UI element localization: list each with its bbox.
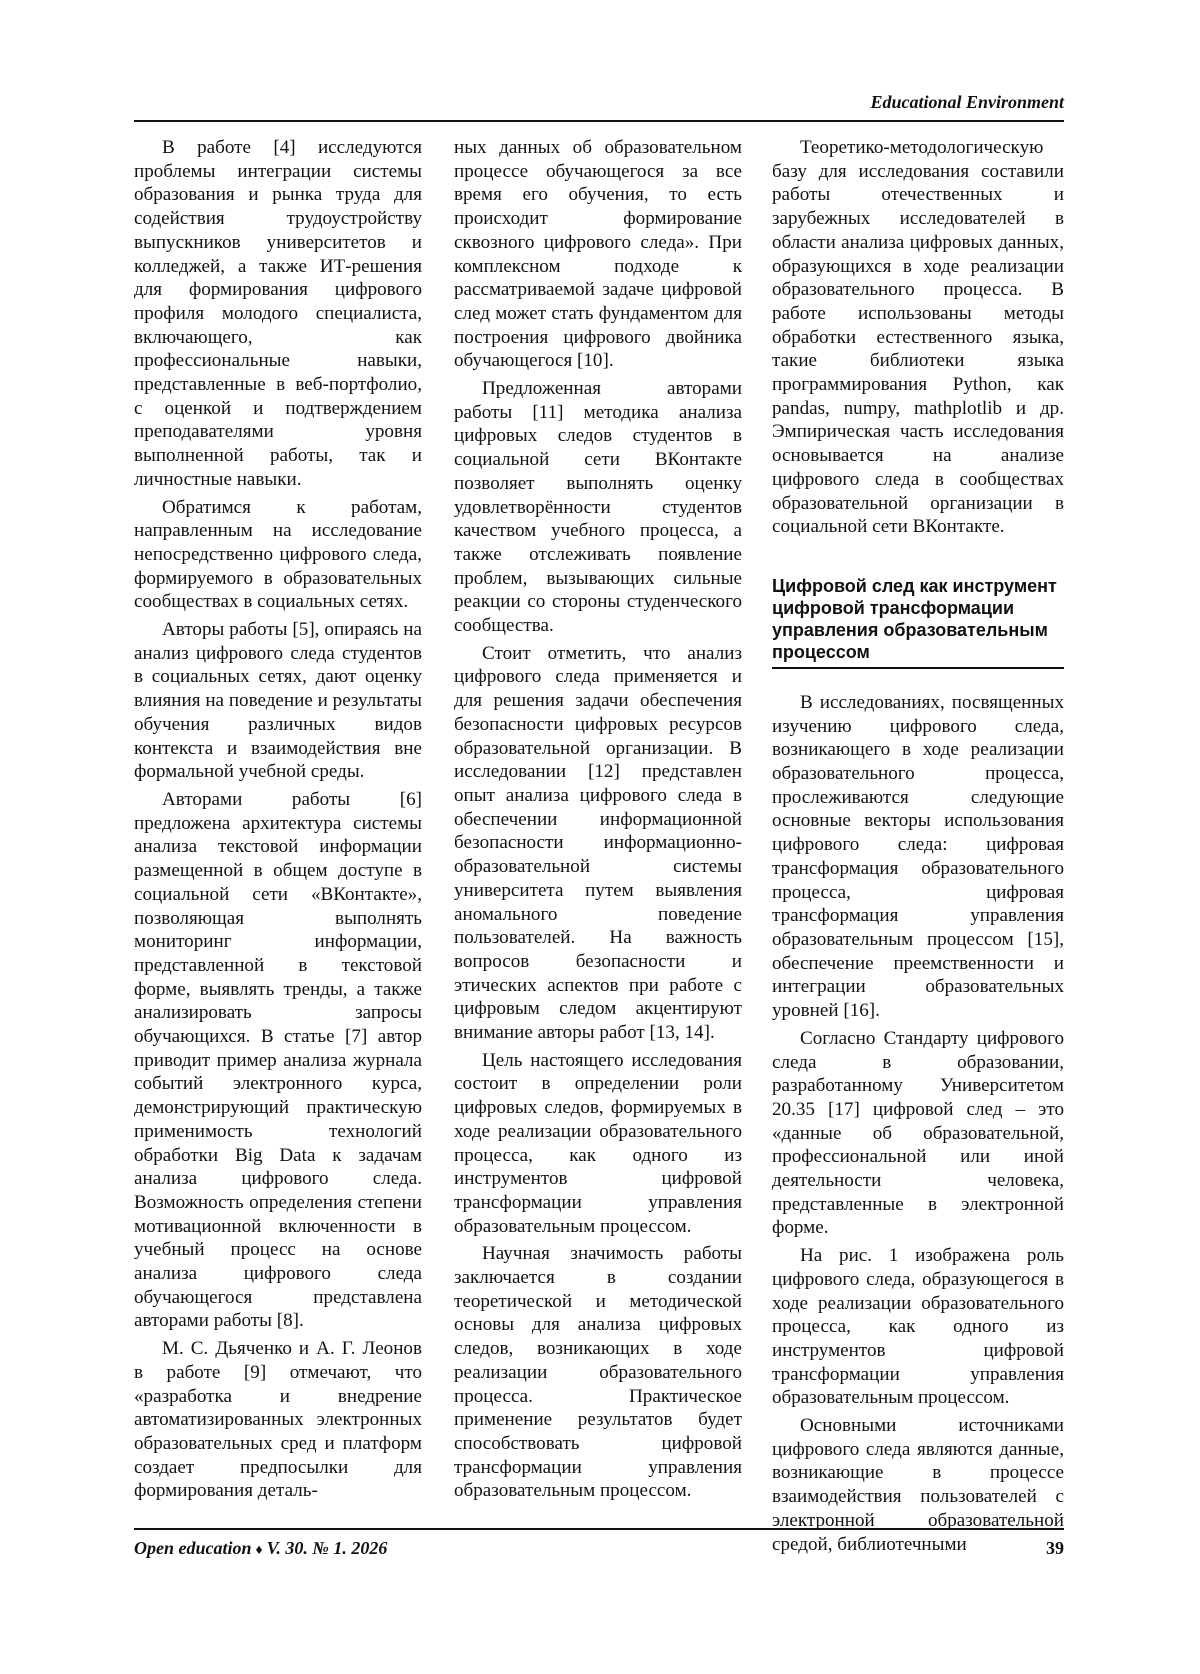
paragraph: Научная значимость работы заключается в создании теоретической и методической основы для анализа цифровых следов, возникающих в ходе реализации образовательного процесса. Практическое применение результатов будет способствовать цифровой трансформации управления образовательным процессом. (454, 1243, 742, 1502)
column-3 (772, 136, 1064, 1560)
paragraph: Обратимся к работам, направленным на исследование непосредственно цифрового следа, формируемого в образовательных сообществах в социальных сетях. (134, 496, 422, 613)
page-footer (134, 1528, 1064, 1568)
paragraph: Предложенная авторами работы [11] методика анализа цифровых следов студентов в социальной сети ВКонтакте позволяет выполнять оценку удовлетворённости студентов качеством учебного процесса, а также отслеживать появление проблем, вызывающих сильные реакции со стороны студенческого сообщества. (454, 378, 742, 637)
paragraph: Цель настоящего исследования состоит в определении роли цифровых следов, формируемых в ходе реализации образовательного процесса, как одного из инструментов цифровой трансформации управления образовательным процессом. (454, 1049, 742, 1237)
paragraph: Авторы работы [5], опираясь на анализ цифрового следа студентов в социальных сетях, дают оценку влияния на поведение и результаты обучения различных видов контекста и взаимодействия вне формальной учебной среды. (134, 619, 422, 783)
paragraph: Стоит отметить, что анализ цифрового следа применяется и для решения задачи обеспечения безопасности цифровых ресурсов образовательной организации. В исследовании [12] представлен опыт анализа цифрового следа в обеспечении информационной безопасности информационно-образовательной системы университета путем выявления аномального поведение пользователей. На важность вопросов безопасности и этических аспектов при работе с цифровым следом акцентируют внимание авторы работ [13, 14]. (454, 642, 742, 1044)
journal-citation (134, 1538, 387, 1559)
paragraph: Авторами работы [6] предложена архитектура системы анализа текстовой информации размещенной в общем доступе в социальной сети «ВКонтакте», позволяющая выполнять мониторинг информации, представленной в текстовой форме, выявлять тренды, а также анализировать запросы обучающихся. В статье [7] автор приводит пример анализа журнала событий электронного курса, демонстрирующий практическую применимость технологий обработки Big Data к задачам анализа цифрового следа. Возможность определения степени мотивационной включенности в учебный процесс на основе анализа цифрового следа обучающегося представлена авторами работы [8]. (134, 788, 422, 1332)
paragraph: В работе [4] исследуются проблемы интеграции системы образования и рынка труда для содействия трудоустройству выпускников университетов и колледжей, а также ИТ-решения для формирования цифрового профиля молодого специалиста, включающего, как профессиональные навыки, представленные в веб-портфолио, с оценкой и подтверждением преподавателями уровня выполненной работы, так и личностные навыки. (134, 137, 422, 490)
page-number: 39 (1046, 1538, 1064, 1558)
paragraph: На рис. 1 изображена роль цифрового следа, образующегося в ходе реализации образовательного процесса, как одного из инструментов цифровой трансформации управления образовательным процессом. (772, 1245, 1064, 1409)
journal-name: Open education (134, 1538, 252, 1558)
journal-volume: V. 30. № 1. 2026 (266, 1538, 388, 1558)
paragraph-continuation: ных данных об образовательном процессе обучающегося за все время его обучения, то есть происходит формирование сквозного цифрового следа». При комплексном подходе к рассматриваемой задаче цифровой след может стать фундаментом для построения цифрового двойника обучающегося [10]. (454, 137, 742, 372)
column-1 (134, 136, 422, 1507)
paragraph: Теоретико-методологическую базу для исследования составили работы отечественных и зарубежных исследователей в области анализа цифровых данных, образующихся в ходе реализации образовательного процесса. В работе использованы методы обработки естественного языка, такие библиотеки языка программирования Python, как pandas, numpy, mathplotlib и др. Эмпирическая часть исследования основывается на анализе цифрового следа в сообществах образовательной организации в социальной сети ВКонтакте. (772, 137, 1064, 538)
running-header (134, 90, 1064, 122)
section-heading: Цифровой след как инструмент цифровой трансформации управления образовательным процессом (772, 575, 1064, 669)
paragraph: Согласно Стандарту цифрового следа в образовании, разработанному Университетом 20.35 [17] цифровой след – это «данные об образовательной, профессиональной или иной деятельности человека, представленные в электронной форме. (772, 1027, 1064, 1239)
paragraph: Основными источниками цифрового следа являются данные, возникающие в процессе взаимодействия пользователей с электронной образовательной средой, библиотечными (772, 1415, 1064, 1555)
paragraph: М. С. Дьяченко и А. Г. Леонов в работе [9] отмечают, что «разработка и внедрение автоматизированных электронных образовательных сред и платформ создает предпосылки для формирования деталь- (134, 1338, 422, 1502)
header-rule (134, 120, 1064, 122)
running-title: Educational Environment (870, 92, 1064, 112)
column-2 (454, 136, 742, 1507)
diamond-separator: ♦ (255, 1543, 263, 1558)
footer-rule (134, 1528, 1064, 1530)
paragraph: В исследованиях, посвященных изучению цифрового следа, возникающего в ходе реализации образовательного процесса, прослеживаются следующие основные векторы использования цифрового следа: цифровая трансформация образовательного процесса, цифровая трансформация управления образовательным процессом [15], обеспечение преемственности и интеграции образовательных уровней [16]. (772, 691, 1064, 1022)
